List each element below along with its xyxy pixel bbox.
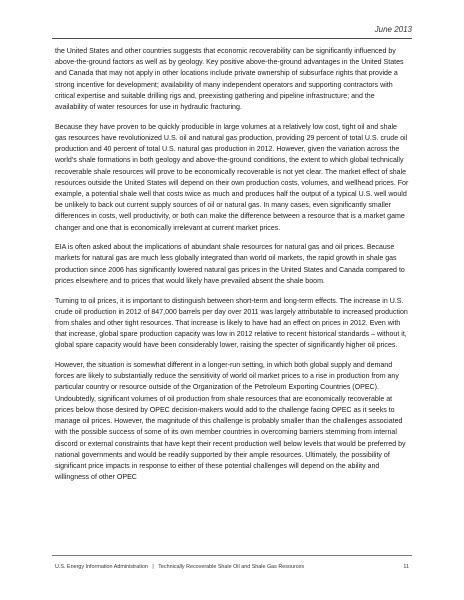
header-rule [52,38,412,39]
footer-separator: | [152,564,154,570]
footer-source [55,564,304,570]
page-number: 11 [403,564,409,570]
footer-rule [52,555,412,556]
paragraph-3: EIA is often asked about the implications of abundant shale resources for natural gas and oil prices. Because markets for natural gas are much less globally integrated than world oil markets, the rapid growth in shale gas production since 2006 has significantly lowered natural gas prices in the United States and Canada compared to prices elsewhere and to prices that would likely have prevailed absent the shale boom. [55,244,405,285]
paragraph-4: Turning to oil prices, it is important to distinguish between short-term and long-term effects. The increase in U.S. crude oil production in 2012 of 847,000 barrels per day over 2011 was largely attributable to increased production from shales and other tight resources. That increase is likely to have had an effect on prices in 2012. Even with that increase, global spare production capacity was low in 2012 relative to recent historical standards – without it, global spare capacity would have been considerably lower, raising the specter of significantly higher oil prices. [55,297,408,350]
document-body [55,46,409,492]
footer-agency: U.S. Energy Information Administration [55,564,148,570]
paragraph-1: the United States and other countries suggests that economic recoverability can be significantly influenced by above-the-ground factors as well as by geology. Key positive above-the-ground advantages in the United States and Canada that may not apply in other locations include private ownership of subsurface rights that provide a strong incentive for development; availability of many independent operators and supporting contractors with critical expertise and suitable drilling rigs and, preexisting gathering and pipeline infrastructure; and the availability of water resources for use in hydraulic fracturing. [55,48,404,112]
header-date: June 2013 [374,25,412,34]
footer-report-title: Technically Recoverable Shale Oil and Shale Gas Resources [158,564,305,570]
paragraph-5: However, the situation is somewhat different in a longer-run setting, in which both global supply and demand forces are likely to substantially reduce the sensitivity of world oil market prices to a rise in production from any particular country or resource outside of the Organization of the Petroleum Exporting Countries (OPEC). Undoubtedly, significant volumes of oil production from shale resources that are economically recoverable at prices below those desired by OPEC decision-makers would add to the challenge facing OPEC as it seeks to manage oil prices. However, the magnitude of this challenge is probably smaller than the challenges associated with the possible success of some of its own member countries in overcoming barriers stemming from internal discord or external constraints that have kept their recent production well below levels that would be preferred by national governments and would be readily supported by their ample resources. Ultimately, the possibility of significant price impacts in response to either of these potential challenges will depend on the ability and willingness of other OPEC [55,362,406,482]
paragraph-2: Because they have proven to be quickly producible in large volumes at a relatively low cost, tight oil and shale gas resources have revolutionized U.S. oil and natural gas production, providing 29 percent of total U.S. crude oil production and 40 percent of total U.S. natural gas production in 2012. However, given the variation across the world’s shale formations in both geology and above-the-ground conditions, the extent to which global technically recoverable shale resources will prove to be economically recoverable is not yet clear. The market effect of shale resources outside the United States will depend on their own production costs, volumes, and wellhead prices. For example, a potential shale well that costs twice as much and produces half the output of a typical U.S. well would be unlikely to back out current supply sources of oil or natural gas. In many cases, even significantly smaller differences in costs, well productivity, or both can make the difference between a resource that is a market game changer and one that is economically irrelevant at current market prices. [55,123,409,232]
